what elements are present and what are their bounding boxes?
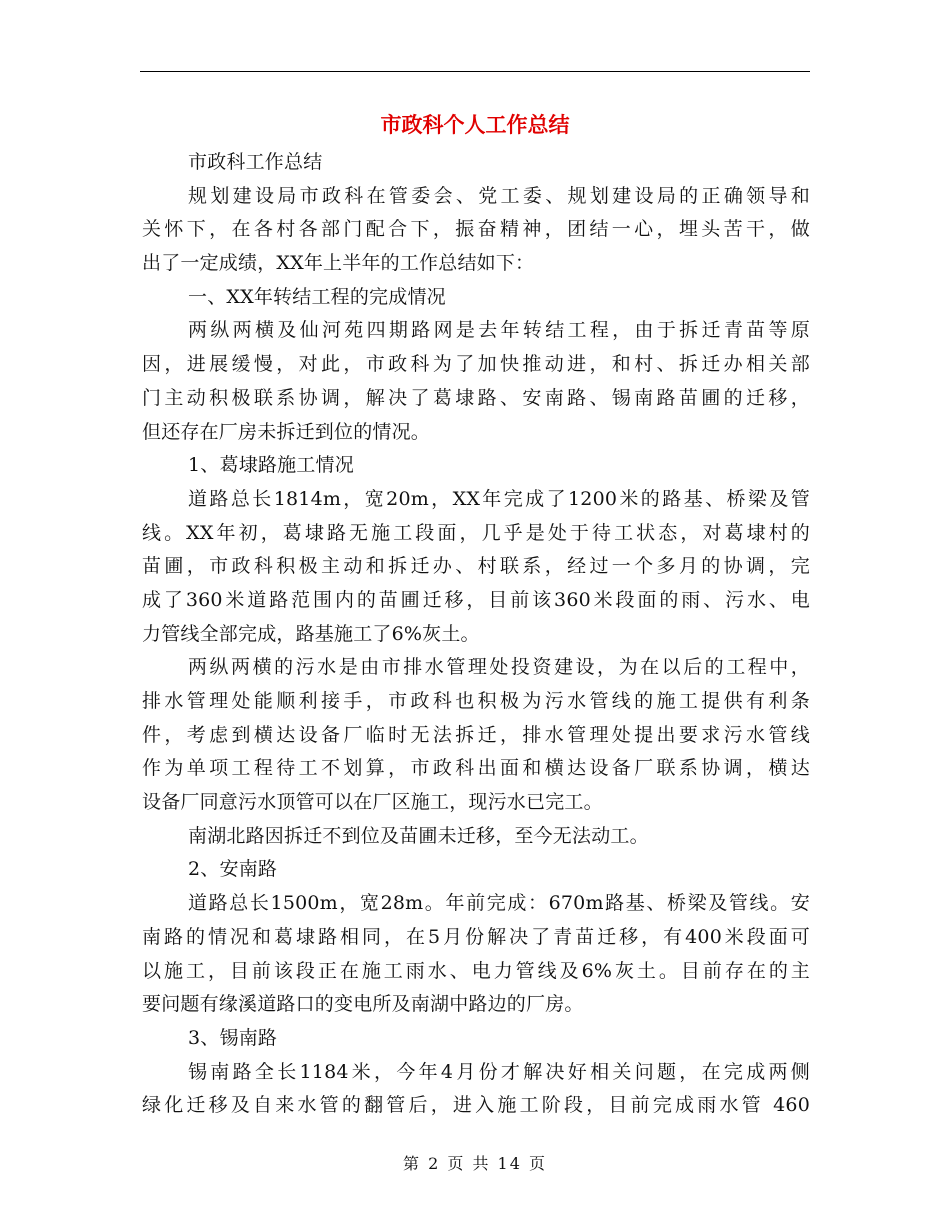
text-line: 南湖北路因拆迁不到位及苗圃未迁移，至今无法动工。 bbox=[188, 824, 649, 847]
text-line: 作为单项工程待工不划算，市政科出面和横达设备厂联系协调，横达 bbox=[142, 757, 810, 780]
document-body bbox=[142, 146, 810, 1123]
text-line: 两纵两横的污水是由市排水管理处投资建设，为在以后的工程中， bbox=[188, 656, 810, 679]
text-line: 关怀下，在各村各部门配合下，振奋精神，团结一心，埋头苦干，做 bbox=[142, 218, 810, 241]
text-line: 线。XX年初，葛埭路无施工段面，几乎是处于待工状态，对葛埭村的 bbox=[142, 521, 810, 544]
text-line: 锡南路全长1184米，今年4月份才解决好相关问题，在完成两侧 bbox=[188, 1060, 810, 1083]
text-line: 两纵两横及仙河苑四期路网是去年转结工程，由于拆迁青苗等原 bbox=[188, 319, 810, 342]
text-line: 出了一定成绩，XX年上半年的工作总结如下： bbox=[142, 252, 535, 275]
text-line: 成了360米道路范围内的苗圃迁移，目前该360米段面的雨、污水、电 bbox=[142, 588, 810, 611]
text-line: 力管线全部完成，路基施工了6%灰土。 bbox=[142, 622, 480, 645]
text-line: 因，进展缓慢，对此，市政科为了加快推动进，和村、拆迁办相关部 bbox=[142, 353, 810, 376]
document-title: 市政科个人工作总结 bbox=[380, 112, 570, 137]
page-number: 第 2 页 共 14 页 bbox=[403, 1154, 547, 1173]
text-line: 2、安南路 bbox=[188, 858, 278, 881]
text-line: 规划建设局市政科在管委会、党工委、规划建设局的正确领导和 bbox=[188, 184, 810, 207]
text-line: 件，考虑到横达设备厂临时无法拆迁，排水管理处提出要求污水管线 bbox=[142, 723, 810, 746]
text-line: 但还存在厂房未拆迁到位的情况。 bbox=[142, 420, 431, 443]
text-line: 排水管理处能顺利接手，市政科也积极为污水管线的施工提供有利条 bbox=[142, 690, 810, 712]
text-line: 绿化迁移及自来水管的翻管后，进入施工阶段，目前完成雨水管 460 bbox=[142, 1094, 810, 1117]
text-line: 1、葛埭路施工情况 bbox=[188, 454, 354, 477]
text-line: 苗圃，市政科积极主动和拆迁办、村联系，经过一个多月的协调，完 bbox=[142, 555, 810, 578]
text-line: 道路总长1500m，宽28m。年前完成：670m路基、桥梁及管线。安 bbox=[188, 892, 810, 915]
text-line: 设备厂同意污水顶管可以在厂区施工，现污水已完工。 bbox=[142, 791, 603, 814]
text-line: 南路的情况和葛埭路相同，在5月份解决了青苗迁移，有400米段面可 bbox=[142, 925, 810, 948]
text-line: 要问题有缘溪道路口的变电所及南湖中路边的厂房。 bbox=[142, 993, 584, 1016]
text-line: 以施工，目前该段正在施工雨水、电力管线及6%灰土。目前存在的主 bbox=[142, 959, 810, 982]
text-line: 道路总长1814m，宽20m，XX年完成了1200米的路基、桥梁及管 bbox=[188, 487, 810, 510]
text-line: 3、锡南路 bbox=[188, 1026, 278, 1049]
text-line: 市政科工作总结 bbox=[188, 151, 323, 173]
text-line: 一、XX年转结工程的完成情况 bbox=[188, 285, 446, 308]
header-rule bbox=[140, 71, 810, 72]
text-line: 门主动积极联系协调，解决了葛埭路、安南路、锡南路苗圃的迁移， bbox=[142, 386, 810, 409]
